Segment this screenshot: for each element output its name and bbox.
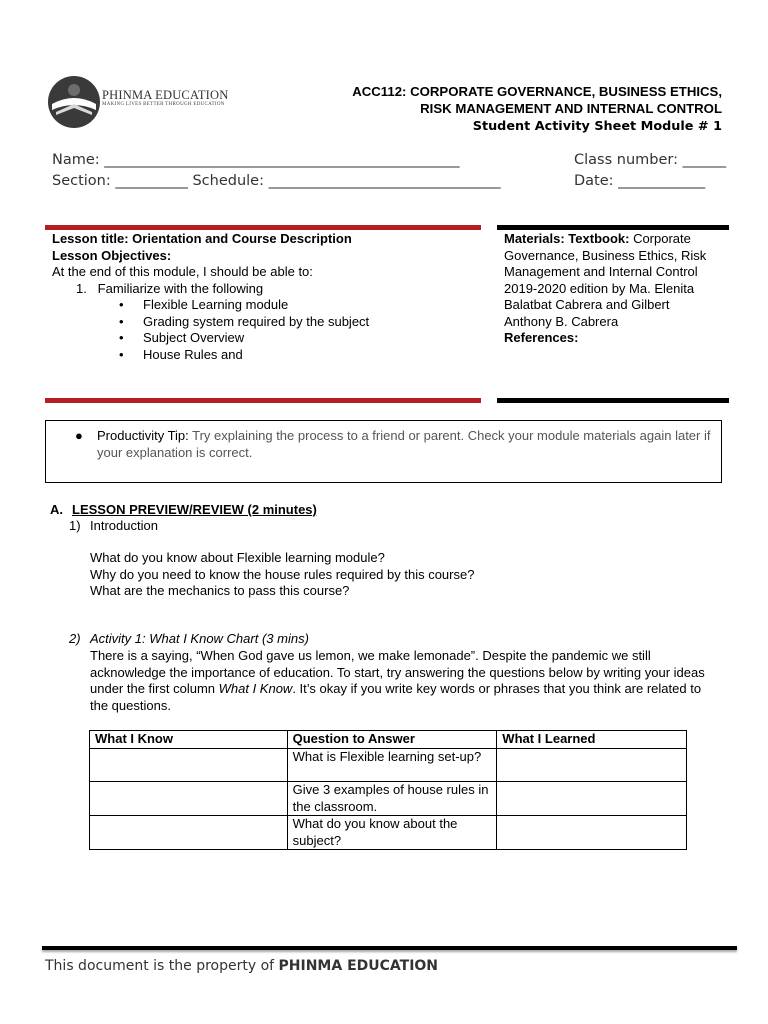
section-schedule-field[interactable]: Section: __________ Schedule: ________________________________ xyxy=(52,173,501,189)
materials-line: Management and Internal Control xyxy=(504,264,698,279)
section-a-letter: A. xyxy=(50,502,63,517)
references-label: References: xyxy=(504,330,579,345)
lesson-title: Lesson title: Orientation and Course Description xyxy=(52,231,352,246)
activity-paragraph xyxy=(90,648,722,714)
name-field[interactable]: Name: _________________________________________________ xyxy=(52,152,460,168)
footer-owner: PHINMA EDUCATION xyxy=(278,958,439,974)
objectives-list xyxy=(52,297,472,363)
materials-block xyxy=(504,231,729,347)
divider-red-top xyxy=(45,225,481,230)
column-header-what-i-learned: What I Learned xyxy=(497,731,687,749)
footer-text xyxy=(45,958,438,974)
sheet-title: Student Activity Sheet Module # 1 xyxy=(472,119,722,134)
list-item: • Subject Overview xyxy=(143,330,472,347)
question-cell: What do you know about the subject? xyxy=(287,816,497,850)
item2-title: Activity 1: What I Know Chart (3 mins) xyxy=(90,631,309,646)
table-row xyxy=(90,816,687,850)
item1-title: Introduction xyxy=(90,518,158,533)
materials-label: Materials: Textbook: xyxy=(504,231,630,246)
activity-text-a: There is a saying, “When God gave us lemon, we make lemonade”. Despite the pandemic we still acknowledge the importance of education. To start, try answering the questions below by writing your ideas under the first column xyxy=(90,648,705,696)
lesson-objectives-label: Lesson Objectives: xyxy=(52,247,172,263)
question-cell: Give 3 examples of house rules in the classroom. xyxy=(287,782,497,816)
section-a-title: LESSON PREVIEW/REVIEW (2 minutes) xyxy=(72,502,317,517)
question-line: Why do you need to know the house rules required by this course? xyxy=(90,566,475,582)
materials-line: Corporate xyxy=(629,231,691,246)
what-i-know-cell[interactable] xyxy=(90,816,288,850)
what-i-learned-cell[interactable] xyxy=(497,749,687,782)
footer-prefix: This document is the property of xyxy=(45,958,279,974)
bullet-icon: ● xyxy=(75,428,83,443)
materials-line: Balatbat Cabrera and Gilbert xyxy=(504,297,670,312)
tip-text: Try explaining the process to a friend or parent. Check your module materials again later if your explanation is correct. xyxy=(97,428,711,460)
what-i-know-cell[interactable] xyxy=(90,749,288,782)
productivity-tip xyxy=(75,428,717,461)
materials-line: 2019-2020 edition by Ma. Elenita xyxy=(504,280,695,296)
course-title-line2: RISK MANAGEMENT AND INTERNAL CONTROL xyxy=(420,101,722,116)
materials-line: Anthony B. Cabrera xyxy=(504,313,619,329)
item2-number: 2) xyxy=(69,631,81,646)
course-title-line1: ACC112: CORPORATE GOVERNANCE, BUSINESS ETHICS, xyxy=(352,84,722,99)
tip-label: Productivity Tip: xyxy=(97,428,189,443)
footer-divider xyxy=(42,946,737,950)
divider-black-top xyxy=(497,225,729,230)
logo-name: PHINMA EDUCATION xyxy=(102,88,229,102)
activity-text-b: . It’s okay if you write key words or phrases that you think are related to the questions. xyxy=(90,681,702,713)
divider-black-bottom xyxy=(497,398,729,403)
what-i-know-cell[interactable] xyxy=(90,782,288,816)
lesson-block xyxy=(52,231,472,363)
table-header-row xyxy=(90,731,687,749)
table-row xyxy=(90,749,687,782)
column-header-question: Question to Answer xyxy=(287,731,497,749)
list-item: • House Rules and xyxy=(143,347,472,364)
divider-red-bottom xyxy=(45,398,481,403)
table-row xyxy=(90,782,687,816)
list-item: • Grading system required by the subject xyxy=(143,314,472,331)
column-header-what-i-know: What I Know xyxy=(90,731,288,749)
intro-questions xyxy=(90,550,710,600)
item1-number: 1) xyxy=(69,518,81,533)
what-i-learned-cell[interactable] xyxy=(497,816,687,850)
class-number-field[interactable]: Class number: ______ xyxy=(574,152,727,168)
what-i-learned-cell[interactable] xyxy=(497,782,687,816)
question-line: What do you know about Flexible learning module? xyxy=(90,550,385,565)
logo-tagline: MAKING LIVES BETTER THROUGH EDUCATION xyxy=(102,102,225,107)
phinma-emblem-icon xyxy=(46,74,102,130)
lesson-numbered-item: 1. Familiarize with the following xyxy=(76,280,264,296)
question-cell: What is Flexible learning set-up? xyxy=(287,749,497,782)
question-line: What are the mechanics to pass this course? xyxy=(90,583,350,598)
activity-text-em: What I Know xyxy=(218,681,293,696)
date-field[interactable]: Date: ____________ xyxy=(574,173,706,189)
lesson-intro: At the end of this module, I should be able to: xyxy=(52,264,313,279)
what-i-know-chart xyxy=(89,730,687,850)
list-item: • Flexible Learning module xyxy=(143,297,472,314)
materials-line: Governance, Business Ethics, Risk xyxy=(504,247,707,263)
